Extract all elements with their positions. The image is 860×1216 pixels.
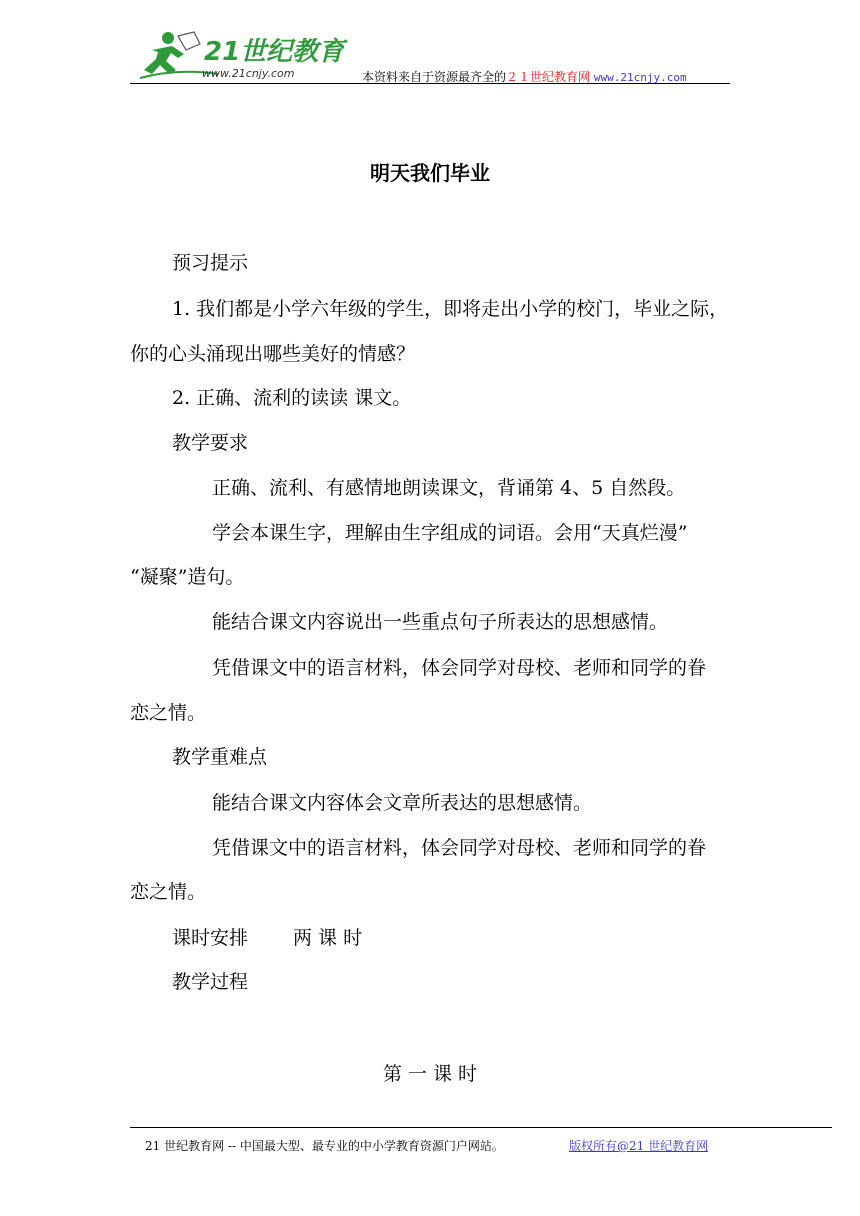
header-divider [130,83,730,84]
page-header [130,28,730,86]
footer-copyright-link[interactable]: 版权所有@21 世纪教育网 [569,1139,709,1153]
preview-item-1-line-1: 1. 我们都是小学六年级的学生，即将走出小学的校门，毕业之际， [172,298,729,320]
preview-heading: 预习提示 [172,252,249,274]
key-point-1: 能结合课文内容体会文章所表达的思想感情。 [212,792,593,814]
logo-url: www.21cnjy.com [202,67,295,80]
preview-item-2: 2. 正确、流利的读读 课文。 [172,387,412,409]
requirements-heading: 教学要求 [172,432,249,454]
document-title: 明天我们毕业 [370,161,490,185]
header-note-url[interactable]: www.21cnjy.com [593,71,687,84]
header-note-prefix: 本资料来自于资源最齐全的 [362,70,507,84]
preview-item-1-line-2: 你的心头涌现出哪些美好的情感？ [130,343,416,365]
footer-text: 21 世纪教育网 -- 中国最大型、最专业的中小学教育资源门户网站。 [145,1139,504,1153]
schedule-value: 两 课 时 [293,927,363,949]
process-heading: 教学过程 [172,971,249,993]
key-point-2-line-2: 恋之情。 [130,881,207,903]
footer-divider [130,1127,832,1128]
key-point-2-line-1: 凭借课文中的语言材料，体会同学对母校、老师和同学的眷 [212,837,707,859]
requirement-4-line-1: 凭借课文中的语言材料，体会同学对母校、老师和同学的眷 [212,657,707,679]
requirement-4-line-2: 恋之情。 [130,702,207,724]
lesson-heading: 第 一 课 时 [382,1063,478,1085]
requirement-2-line-2: “凝聚”造句。 [130,566,245,588]
logo-text: 21世纪教育 [204,37,345,67]
schedule-label: 课时安排 [172,927,249,949]
header-note-brand: ２１世纪教育网 [506,70,591,84]
key-points-heading: 教学重难点 [172,746,268,768]
requirement-1: 正确、流利、有感情地朗读课文，背诵第 4、5 自然段。 [212,477,686,499]
requirement-2-line-1: 学会本课生字，理解由生字组成的词语。会用“天真烂漫” [212,522,688,544]
site-logo[interactable] [138,28,348,84]
requirement-3: 能结合课文内容说出一些重点句子所表达的思想感情。 [212,611,669,633]
